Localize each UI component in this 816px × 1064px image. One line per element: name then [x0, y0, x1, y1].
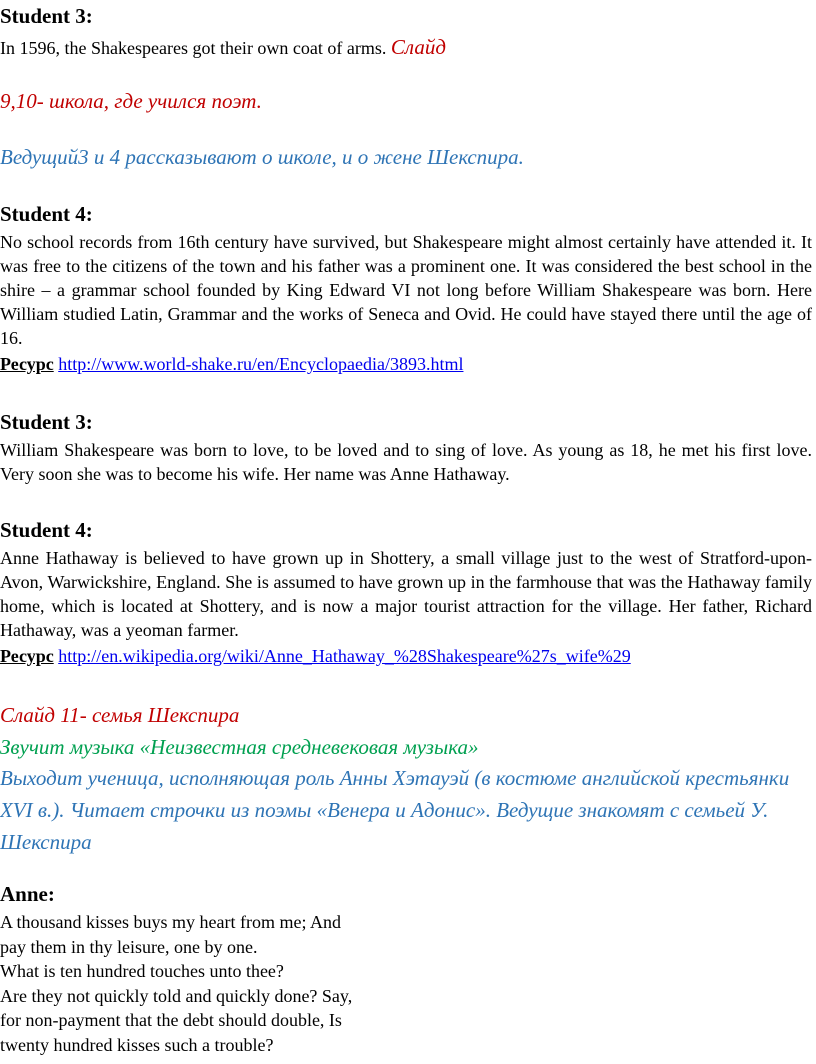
resource-label: Ресурс [0, 646, 54, 666]
paragraph-anne-hathaway: Anne Hathaway is believed to have grown up in Shottery, a small village just to the west of Stratford-upon-Avon, Warwickshire, England. She is assumed to have grown up in the farmhouse that was the Hathaway family home, which is located at Shottery, and is now a major tourist attraction for the village. Her father, Richard Hathaway, was a yeoman farmer. [0, 548, 812, 640]
stage-note-family-slide: Слайд 11- семья Шекспира [0, 703, 240, 727]
paragraph-born-to-love: William Shakespeare was born to love, to be loved and to sing of love. As young as 18, he met his first love. Very soon she was to become his wife. Her name was Anne Hathaway. [0, 440, 812, 484]
resource-link-world-shake[interactable]: http://www.world-shake.ru/en/Encyclopaedia/3893.html [58, 354, 464, 374]
stage-note-slide: Слайд [390, 35, 446, 59]
resource-line [0, 644, 812, 668]
poem-line: What is ten hundred touches unto thee? [0, 961, 284, 981]
stage-note-anne-entrance: Выходит ученица, исполняющая роль Анны Хэтауэй (в костюме английской крестьянки XVI в.). Читает строчки из поэмы «Венера и Адонис». Ведущие знакомят с семьей У. Шекспира [0, 766, 790, 854]
speaker-student-3: Student 3: [0, 410, 93, 434]
poem-line: Are they not quickly told and quickly done? Say, [0, 985, 353, 1006]
paragraph-school: No school records from 16th century have survived, but Shakespeare might almost certainly have attended it. It was free to the citizens of the town and his father was a prominent one. It was considered the best school in the shire – a grammar school founded by King Edward VI not long before William Shakespeare was born. Here William studied Latin, Grammar and the works of Seneca and Ovid. He could have stayed there until the age of 16. [0, 232, 812, 348]
speaker-student-3: Student 3: [0, 4, 93, 28]
poem-line: A thousand kisses buys my heart from me; And [0, 912, 341, 932]
stage-note-school-slide: 9,10- школа, где учился поэт. [0, 89, 262, 113]
speaker-student-4: Student 4: [0, 518, 93, 542]
speaker-anne: Anne: [0, 882, 55, 906]
paragraph-coat-of-arms [0, 34, 812, 60]
poem-line: for non-payment that the debt should double, Is [0, 1010, 342, 1030]
resource-line [0, 352, 812, 376]
resource-label: Ресурс [0, 354, 54, 374]
stage-note-presenters: Ведущий3 и 4 рассказывают о школе, и о жене Шекспира. [0, 145, 524, 169]
poem-line: pay them in thy leisure, one by one. [0, 936, 258, 957]
speaker-student-4: Student 4: [0, 202, 93, 226]
stage-note-music: Звучит музыка «Неизвестная средневековая музыка» [0, 735, 479, 759]
paragraph-text: In 1596, the Shakespeares got their own coat of arms. [0, 38, 387, 58]
resource-link-wikipedia[interactable]: http://en.wikipedia.org/wiki/Anne_Hathaway_%28Shakespeare%27s_wife%29 [58, 646, 631, 666]
poem-line: twenty hundred kisses such a trouble? [0, 1034, 274, 1055]
poem [0, 910, 812, 1057]
